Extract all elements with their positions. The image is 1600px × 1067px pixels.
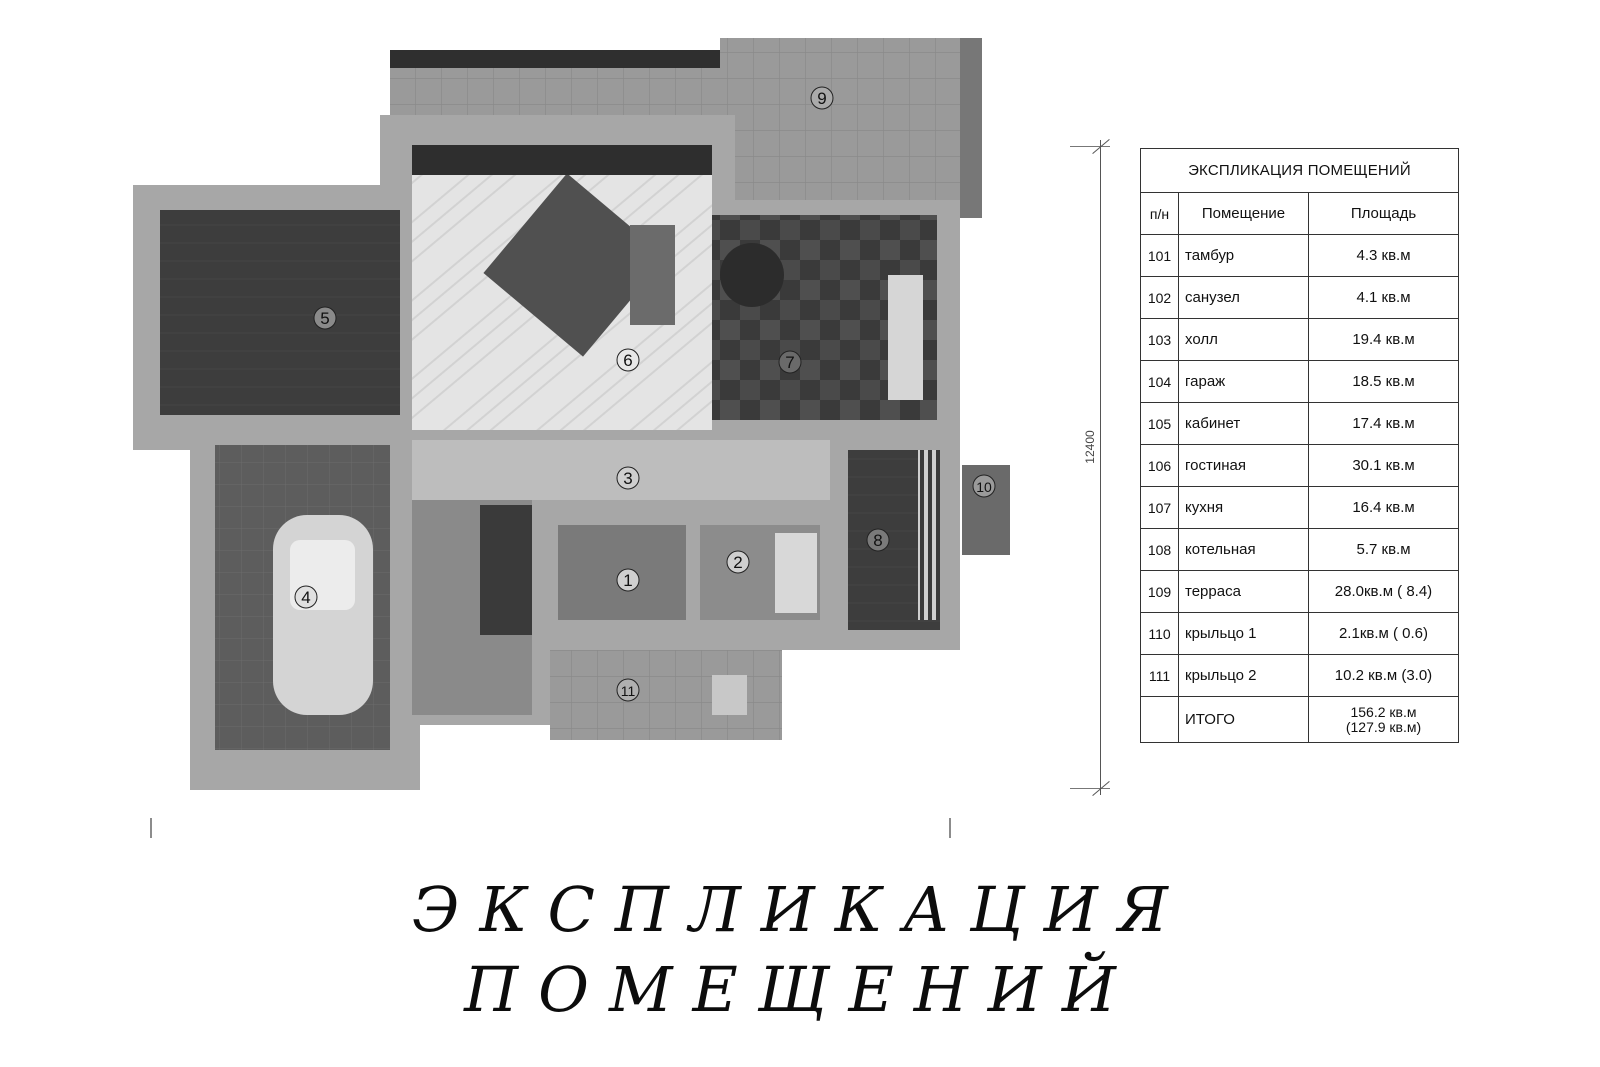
table-row <box>1141 277 1459 319</box>
explication-table <box>1140 148 1459 743</box>
total-label: ИТОГО <box>1179 697 1309 743</box>
row-room: санузел <box>1179 277 1309 319</box>
row-room: котельная <box>1179 529 1309 571</box>
row-area: 10.2 кв.м (3.0) <box>1309 655 1459 697</box>
table-row <box>1141 319 1459 361</box>
row-room: гараж <box>1179 361 1309 403</box>
room-marker <box>295 586 317 608</box>
room-marker <box>727 551 749 573</box>
table-title: ЭКСПЛИКАЦИЯ ПОМЕЩЕНИЙ <box>1141 149 1459 193</box>
table-row <box>1141 235 1459 277</box>
row-number: 106 <box>1141 445 1179 487</box>
table-total-row <box>1141 697 1459 743</box>
dimension-extension-bottom <box>1070 788 1110 789</box>
row-number: 104 <box>1141 361 1179 403</box>
heading-line-2: ПОМЕЩЕНИЙ <box>464 953 1136 1026</box>
row-number: 103 <box>1141 319 1179 361</box>
table-row <box>1141 403 1459 445</box>
row-number: 109 <box>1141 571 1179 613</box>
room-marker <box>779 351 801 373</box>
svg-text:10: 10 <box>976 479 992 495</box>
room-marker <box>973 475 995 497</box>
row-room: кабинет <box>1179 403 1309 445</box>
header-room: Помещение <box>1179 193 1309 235</box>
row-area: 19.4 кв.м <box>1309 319 1459 361</box>
svg-text:1: 1 <box>623 571 633 590</box>
table-row <box>1141 571 1459 613</box>
room-marker <box>314 307 336 329</box>
room-marker <box>617 569 639 591</box>
row-area: 28.0кв.м ( 8.4) <box>1309 571 1459 613</box>
row-room: крыльцо 1 <box>1179 613 1309 655</box>
row-area: 17.4 кв.м <box>1309 403 1459 445</box>
room-marker <box>617 349 639 371</box>
svg-text:7: 7 <box>785 353 795 372</box>
table-row <box>1141 529 1459 571</box>
row-area: 2.1кв.м ( 0.6) <box>1309 613 1459 655</box>
svg-text:9: 9 <box>817 89 827 108</box>
total-area-net: (127.9 кв.м) <box>1345 718 1422 735</box>
row-area: 5.7 кв.м <box>1309 529 1459 571</box>
row-room: тамбур <box>1179 235 1309 277</box>
row-area: 4.1 кв.м <box>1309 277 1459 319</box>
row-number: 101 <box>1141 235 1179 277</box>
room-marker <box>617 679 639 701</box>
table-row <box>1141 445 1459 487</box>
row-number: 102 <box>1141 277 1179 319</box>
svg-text:6: 6 <box>623 351 633 370</box>
row-room: кухня <box>1179 487 1309 529</box>
row-number: 111 <box>1141 655 1179 697</box>
svg-text:4: 4 <box>301 588 311 607</box>
header-area: Площадь <box>1309 193 1459 235</box>
row-room: гостиная <box>1179 445 1309 487</box>
row-room: крыльцо 2 <box>1179 655 1309 697</box>
total-area <box>1309 697 1459 743</box>
room-marker <box>617 467 639 489</box>
table-row <box>1141 613 1459 655</box>
row-number: 110 <box>1141 613 1179 655</box>
room-marker <box>811 87 833 109</box>
svg-text:5: 5 <box>320 309 330 328</box>
table-header-row <box>1141 193 1459 235</box>
svg-text:8: 8 <box>873 531 883 550</box>
table-row <box>1141 655 1459 697</box>
row-area: 16.4 кв.м <box>1309 487 1459 529</box>
porch-2 <box>550 650 782 740</box>
row-area: 18.5 кв.м <box>1309 361 1459 403</box>
room-marker <box>867 529 889 551</box>
heading-line-1: ЭКСПЛИКАЦИЯ <box>412 873 1188 946</box>
svg-text:11: 11 <box>620 683 636 699</box>
row-number: 107 <box>1141 487 1179 529</box>
svg-text:2: 2 <box>733 553 743 572</box>
room-cabinet <box>160 210 400 415</box>
row-area: 30.1 кв.м <box>1309 445 1459 487</box>
dimension-line <box>1100 140 1101 795</box>
page-heading <box>0 870 1600 1030</box>
dimension-extension-top <box>1070 146 1110 147</box>
row-room: терраса <box>1179 571 1309 613</box>
table-row <box>1141 487 1459 529</box>
row-room: холл <box>1179 319 1309 361</box>
row-area: 4.3 кв.м <box>1309 235 1459 277</box>
total-number <box>1141 697 1179 743</box>
row-number: 105 <box>1141 403 1179 445</box>
header-number: п/н <box>1141 193 1179 235</box>
dimension-label: 12400 <box>1083 430 1097 464</box>
row-number: 108 <box>1141 529 1179 571</box>
table-row <box>1141 361 1459 403</box>
total-area-gross: 156.2 кв.м <box>1350 703 1417 720</box>
svg-text:3: 3 <box>623 469 633 488</box>
